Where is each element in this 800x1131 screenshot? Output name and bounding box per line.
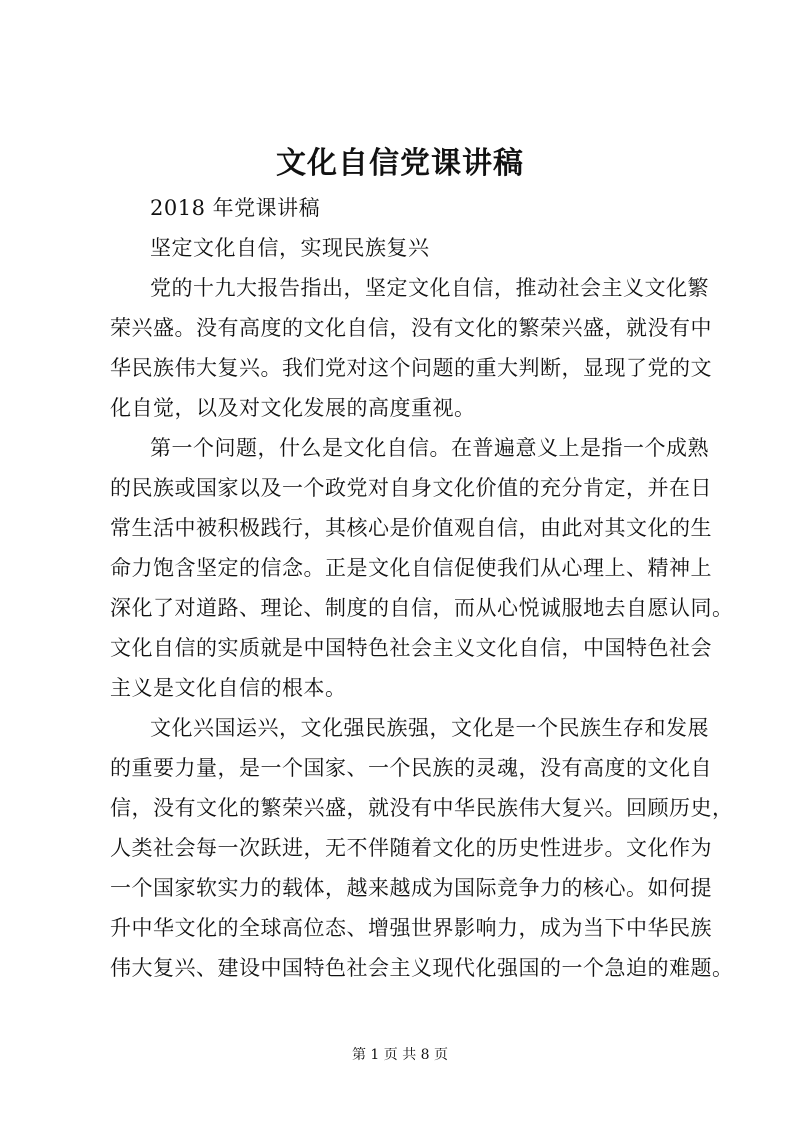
document-title: 文化自信党课讲稿 — [276, 146, 524, 181]
section-heading: 坚定文化自信，实现民族复兴 — [150, 236, 430, 260]
paragraph-2-line-2: 的民族或国家以及一个政党对自身文化价值的充分肯定，并在日 — [110, 476, 712, 500]
paragraph-1-line-3: 华民族伟大复兴。我们党对这个问题的重大判断，显现了党的文 — [110, 356, 712, 380]
subtitle: 2018 年党课讲稿 — [150, 196, 321, 220]
paragraph-3-line-1: 文化兴国运兴，文化强民族强，文化是一个民族生存和发展 — [150, 716, 709, 740]
paragraph-2-line-7: 主义是文化自信的根本。 — [110, 676, 347, 700]
paragraph-2-line-3: 常生活中被积极践行，其核心是价值观自信，由此对其文化的生 — [110, 516, 712, 540]
paragraph-3-line-6: 升中华文化的全球高位态、增强世界影响力，成为当下中华民族 — [110, 916, 712, 940]
page-footer: 第 1 页 共 8 页 — [351, 1047, 449, 1063]
paragraph-3-line-5: 一个国家软实力的载体，越来越成为国际竞争力的核心。如何提 — [110, 876, 712, 900]
paragraph-3-line-3: 信，没有文化的繁荣兴盛，就没有中华民族伟大复兴。回顾历史， — [110, 796, 734, 820]
paragraph-2-line-4: 命力饱含坚定的信念。正是文化自信促使我们从心理上、精神上 — [110, 556, 712, 580]
paragraph-1-line-2: 荣兴盛。没有高度的文化自信，没有文化的繁荣兴盛，就没有中 — [110, 316, 712, 340]
paragraph-1-line-4: 化自觉，以及对文化发展的高度重视。 — [110, 396, 476, 420]
paragraph-2-line-5: 深化了对道路、理论、制度的自信，而从心悦诚服地去自愿认同。 — [110, 596, 734, 620]
paragraph-1-line-1: 党的十九大报告指出，坚定文化自信，推动社会主义文化繁 — [150, 276, 709, 300]
paragraph-3-line-2: 的重要力量，是一个国家、一个民族的灵魂，没有高度的文化自 — [110, 756, 712, 780]
paragraph-3-line-4: 人类社会每一次跃进，无不伴随着文化的历史性进步。文化作为 — [110, 836, 712, 860]
paragraph-2-line-6: 文化自信的实质就是中国特色社会主义文化自信，中国特色社会 — [110, 636, 712, 660]
paragraph-2-line-1: 第一个问题，什么是文化自信。在普遍意义上是指一个成熟 — [150, 436, 709, 460]
paragraph-3-line-7: 伟大复兴、建设中国特色社会主义现代化强国的一个急迫的难题。 — [110, 956, 734, 980]
